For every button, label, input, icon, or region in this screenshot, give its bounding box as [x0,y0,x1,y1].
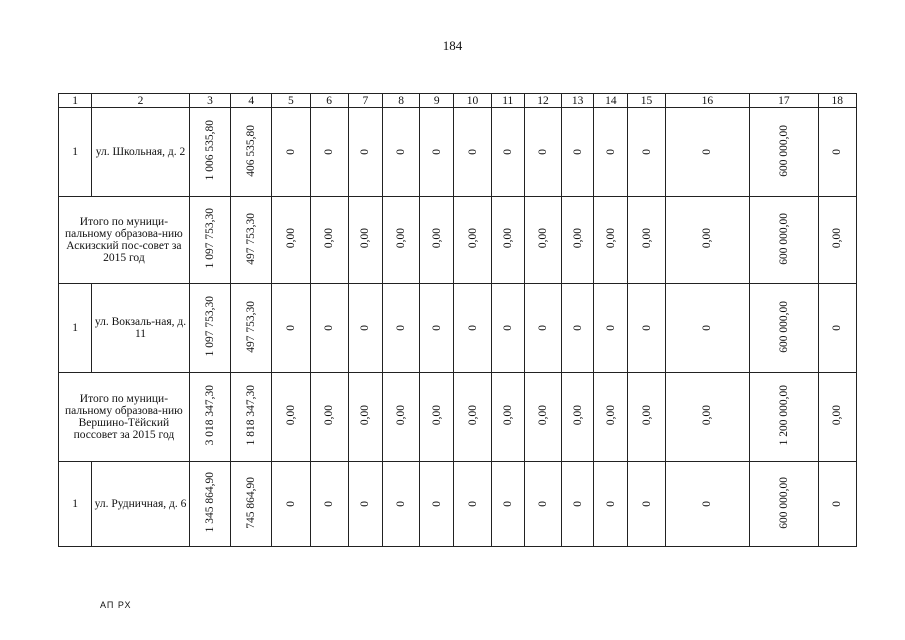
value-cell [594,284,628,373]
row-number: 1 [59,284,92,373]
value-text: 0 [466,501,479,507]
total-label: Итого по муници-пальному образова-нию Вершино-Тёйский поссовет за 2015 год [59,373,190,462]
value-cell [420,373,454,462]
budget-table [58,93,857,547]
value-text: 0 [466,149,479,155]
value-cell [491,373,524,462]
value-cell [594,373,628,462]
value-text: 0,00 [395,405,408,426]
value-cell [420,284,454,373]
value-text: 1 006 535,80 [203,120,216,181]
value-text: 0 [323,501,336,507]
value-cell [310,197,348,284]
value-text: 0,00 [640,405,653,426]
header-cell: 4 [231,94,272,108]
value-text: 0 [571,149,584,155]
value-text: 600 000,00 [777,212,790,265]
value-text: 0,00 [430,228,443,249]
value-text: 0,00 [284,405,297,426]
header-cell: 16 [665,94,750,108]
value-cell [750,373,818,462]
value-cell [454,197,491,284]
value-text: 0,00 [604,405,617,426]
value-text: 0 [323,149,336,155]
value-text: 0 [536,325,549,331]
value-cell [382,462,419,547]
table-row [59,108,857,197]
value-text: 1 097 753,30 [203,296,216,357]
value-text: 0,00 [359,405,372,426]
header-cell: 2 [92,94,190,108]
value-cell [189,373,230,462]
value-text: 0 [359,149,372,155]
value-cell [491,108,524,197]
row-number: 1 [59,462,92,547]
value-cell [628,197,665,284]
value-cell [348,284,382,373]
value-cell [594,462,628,547]
value-cell [454,373,491,462]
header-cell: 18 [818,94,856,108]
value-cell [310,108,348,197]
value-cell [562,197,594,284]
value-cell [348,373,382,462]
value-cell [420,197,454,284]
value-cell [454,284,491,373]
header-cell: 5 [272,94,310,108]
value-text: 0 [604,325,617,331]
value-text: 0 [501,325,514,331]
value-cell [382,284,419,373]
value-cell [628,373,665,462]
value-cell [818,284,856,373]
value-cell [524,284,561,373]
value-cell [310,284,348,373]
value-cell [491,197,524,284]
value-cell [272,108,310,197]
value-cell [420,462,454,547]
table-row [59,284,857,373]
header-cell: 15 [628,94,665,108]
header-row [59,94,857,108]
value-text: 0,00 [536,228,549,249]
value-cell [231,197,272,284]
value-text: 0 [831,149,844,155]
value-cell [231,462,272,547]
value-cell [382,108,419,197]
value-cell [272,373,310,462]
value-cell [189,462,230,547]
value-text: 0 [701,325,714,331]
value-cell [665,197,750,284]
value-cell [562,108,594,197]
page-number: 184 [442,38,463,53]
value-cell [665,284,750,373]
value-text: 1 200 000,00 [777,385,790,446]
header-cell: 12 [524,94,561,108]
value-text: 0 [640,325,653,331]
value-text: 0 [501,501,514,507]
value-text: 0,00 [701,228,714,249]
header-cell: 17 [750,94,818,108]
value-text: 0 [831,325,844,331]
value-text: 0,00 [501,405,514,426]
value-cell [272,197,310,284]
value-text: 1 345 864,90 [203,472,216,533]
value-cell [562,284,594,373]
header-cell: 8 [382,94,419,108]
header-cell: 13 [562,94,594,108]
value-cell [491,462,524,547]
value-text: 0 [430,501,443,507]
value-cell [348,108,382,197]
value-cell [818,462,856,547]
value-text: 497 753,30 [245,300,258,353]
value-cell [348,462,382,547]
value-cell [524,197,561,284]
header-cell: 6 [310,94,348,108]
value-text: 0 [701,149,714,155]
value-text: 0 [501,149,514,155]
value-cell [189,284,230,373]
address-label: ул. Школьная, д. 2 [92,108,190,197]
value-text: 0,00 [831,228,844,249]
value-text: 0 [640,501,653,507]
value-text: 0 [430,325,443,331]
value-cell [628,462,665,547]
value-text: 0 [536,501,549,507]
value-cell [562,373,594,462]
value-text: 0 [604,501,617,507]
value-text: 1 097 753,30 [203,208,216,269]
value-text: 0 [395,149,408,155]
value-text: 0 [284,325,297,331]
value-cell [818,373,856,462]
value-cell [628,284,665,373]
value-text: 600 000,00 [777,300,790,353]
value-text: 0 [571,325,584,331]
row-number: 1 [59,108,92,197]
header-cell: 10 [454,94,491,108]
value-cell [665,108,750,197]
value-text: 0 [571,501,584,507]
value-cell [348,197,382,284]
value-text: 0 [284,149,297,155]
value-text: 0 [536,149,549,155]
value-cell [272,284,310,373]
value-text: 0 [395,325,408,331]
value-text: 0 [466,325,479,331]
address-label: ул. Вокзаль-ная, д. 11 [92,284,190,373]
value-text: 0,00 [323,228,336,249]
value-cell [420,108,454,197]
value-cell [818,108,856,197]
total-label: Итого по муници-пальному образова-нию Аскизский пос-совет за 2015 год [59,197,190,284]
header-cell: 11 [491,94,524,108]
value-text: 0 [284,501,297,507]
value-cell [750,197,818,284]
value-cell [665,373,750,462]
value-cell [231,284,272,373]
value-text: 0,00 [571,405,584,426]
value-text: 0 [604,149,617,155]
value-cell [310,462,348,547]
value-text: 0,00 [571,228,584,249]
value-text: 0,00 [466,405,479,426]
value-cell [491,284,524,373]
total-row [59,197,857,284]
value-text: 600 000,00 [777,476,790,529]
value-cell [562,462,594,547]
value-text: 0,00 [323,405,336,426]
value-text: 0,00 [831,405,844,426]
value-cell [454,462,491,547]
value-cell [189,197,230,284]
header-cell: 9 [420,94,454,108]
value-text: 0 [430,149,443,155]
total-row [59,373,857,462]
value-cell [310,373,348,462]
value-cell [594,108,628,197]
value-text: 600 000,00 [777,124,790,177]
value-text: 0,00 [640,228,653,249]
value-cell [594,197,628,284]
value-text: 0,00 [284,228,297,249]
value-cell [272,462,310,547]
value-text: 0,00 [536,405,549,426]
table-row [59,462,857,547]
value-cell [818,197,856,284]
value-cell [524,108,561,197]
header-cell: 14 [594,94,628,108]
value-text: 745 864,90 [245,476,258,529]
value-cell [628,108,665,197]
value-text: 0 [640,149,653,155]
value-cell [231,373,272,462]
value-text: 406 535,80 [245,124,258,177]
value-cell [454,108,491,197]
value-cell [524,462,561,547]
value-cell [750,284,818,373]
value-text: 0,00 [430,405,443,426]
value-cell [189,108,230,197]
footer-stamp: АП РХ [100,600,132,610]
value-cell [382,197,419,284]
value-cell [750,108,818,197]
value-text: 0,00 [359,228,372,249]
value-text: 0 [395,501,408,507]
value-cell [665,462,750,547]
value-text: 497 753,30 [245,212,258,265]
value-cell [382,373,419,462]
header-cell: 7 [348,94,382,108]
value-text: 0 [323,325,336,331]
value-text: 0 [831,501,844,507]
address-label: ул. Рудничная, д. 6 [92,462,190,547]
value-text: 0 [359,501,372,507]
value-text: 0,00 [466,228,479,249]
value-text: 0 [701,501,714,507]
value-text: 0,00 [701,405,714,426]
value-text: 1 818 347,30 [245,385,258,446]
header-cell: 3 [189,94,230,108]
value-text: 0,00 [395,228,408,249]
header-cell: 1 [59,94,92,108]
value-text: 3 018 347,30 [203,385,216,446]
value-text: 0,00 [604,228,617,249]
value-cell [231,108,272,197]
value-cell [524,373,561,462]
value-cell [750,462,818,547]
value-text: 0 [359,325,372,331]
value-text: 0,00 [501,228,514,249]
